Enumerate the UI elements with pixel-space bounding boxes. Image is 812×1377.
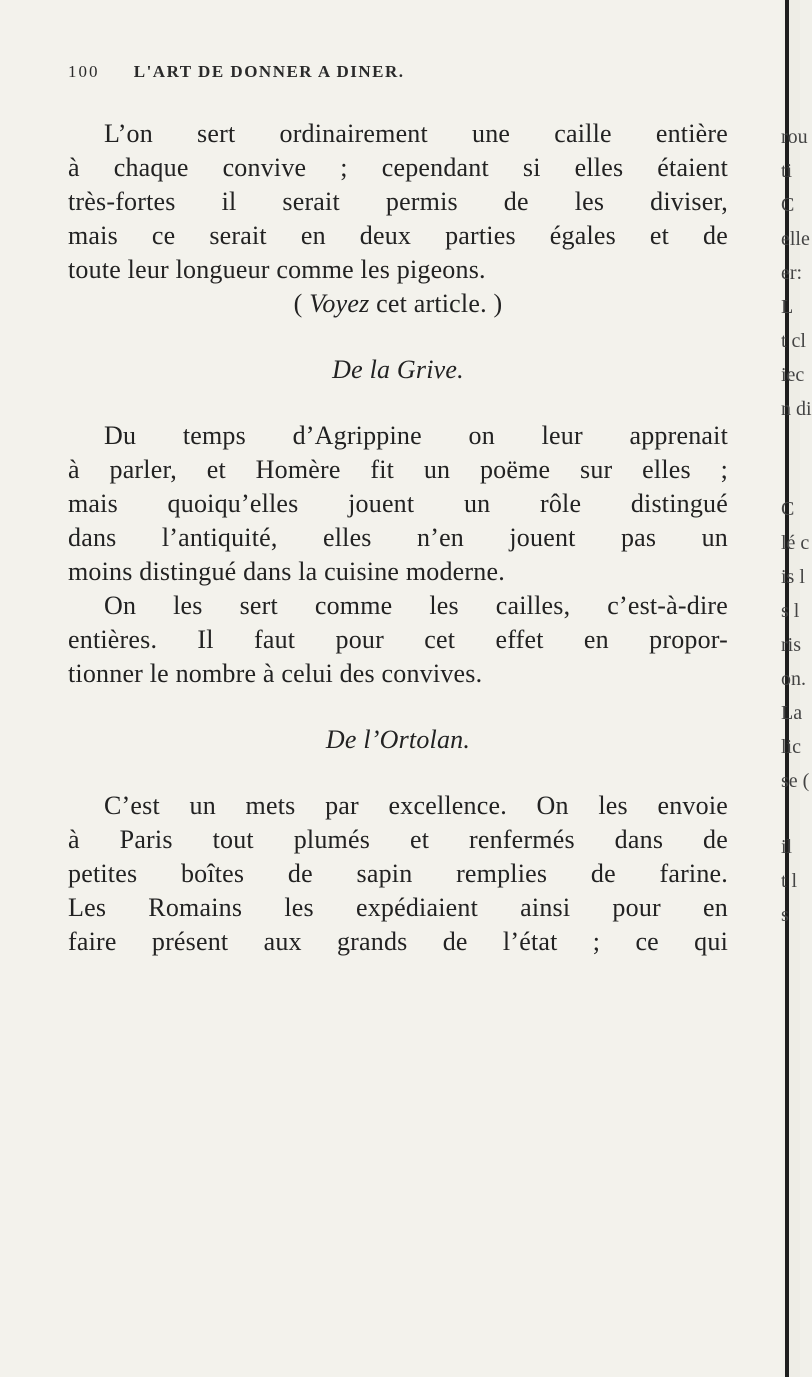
paren-open: (	[293, 289, 310, 318]
text-line: à chaque convive ; cependant si elles étaient	[68, 153, 728, 182]
facing-page-fragment: s l	[781, 600, 800, 622]
text-line: On les sert comme les cailles, c’est-à-dire	[104, 591, 728, 620]
facing-page-fragment: ti	[781, 160, 793, 182]
facing-page-fragment: L	[781, 296, 794, 318]
facing-page-fragment: lé c	[781, 532, 810, 554]
facing-page-fragment: rou	[781, 126, 808, 148]
facing-page-fragment: ris	[781, 634, 801, 656]
text-line: tionner le nombre à celui des convives.	[68, 659, 483, 688]
text-line: entières. Il faut pour cet effet en propor-	[68, 625, 728, 654]
text-line: dans l’antiquité, elles n’en jouent pas un	[68, 523, 728, 552]
section-heading-grive: De la Grive.	[332, 355, 464, 384]
running-head	[68, 62, 405, 82]
text-line: Du temps d’Agrippine on leur apprenait	[104, 421, 728, 450]
paren-close: )	[486, 289, 503, 318]
page-number: 100	[68, 62, 100, 81]
text-line: mais quoiqu’elles jouent un rôle distingué	[68, 489, 728, 518]
facing-page-fragment: on.	[781, 668, 806, 690]
facing-page-fragment: s	[781, 904, 789, 926]
text-line: à Paris tout plumés et renfermés dans de	[68, 825, 728, 854]
facing-page-fragment: C	[781, 498, 795, 520]
facing-page-fragment: t cl	[781, 330, 806, 352]
section-heading-ortolan: De l’Ortolan.	[325, 725, 471, 754]
text-line: faire présent aux grands de l’état ; ce qui	[68, 927, 728, 956]
facing-page-fragment: er:	[781, 262, 803, 284]
text-line: mais ce serait en deux parties égales et de	[68, 221, 728, 250]
text-line: petites boîtes de sapin remplies de farine.	[68, 859, 728, 888]
facing-page-fragment: lic	[781, 736, 801, 758]
text-line: à parler, et Homère fit un poëme sur elles ;	[68, 455, 728, 484]
facing-page-fragment: is l	[781, 566, 805, 588]
facing-page-fragment: elle	[781, 228, 810, 250]
cross-reference	[68, 288, 728, 320]
facing-page-fragment: iec	[781, 364, 805, 386]
facing-page-fragment: C	[781, 194, 795, 216]
facing-page-fragment: se (	[781, 770, 810, 792]
facing-page-fragment: il	[781, 836, 793, 858]
text-line: L’on sert ordinairement une caille entière	[104, 119, 728, 148]
text-line: très-fortes il serait permis de les diviser,	[68, 187, 728, 216]
cross-reference-text: cet article.	[369, 289, 487, 318]
text-line: toute leur longueur comme les pigeons.	[68, 255, 486, 284]
facing-page-fragment: n di	[781, 398, 812, 420]
text-line: Les Romains les expédiaient ainsi pour en	[68, 893, 728, 922]
facing-page-fragment: t l	[781, 870, 798, 892]
text-line: C’est un mets par excellence. On les envoie	[104, 791, 728, 820]
running-title: L'ART DE DONNER A DINER.	[133, 62, 405, 81]
voyez-word: Voyez	[309, 289, 370, 318]
text-line: moins distingué dans la cuisine moderne.	[68, 557, 505, 586]
facing-page-fragment: La	[781, 702, 803, 724]
